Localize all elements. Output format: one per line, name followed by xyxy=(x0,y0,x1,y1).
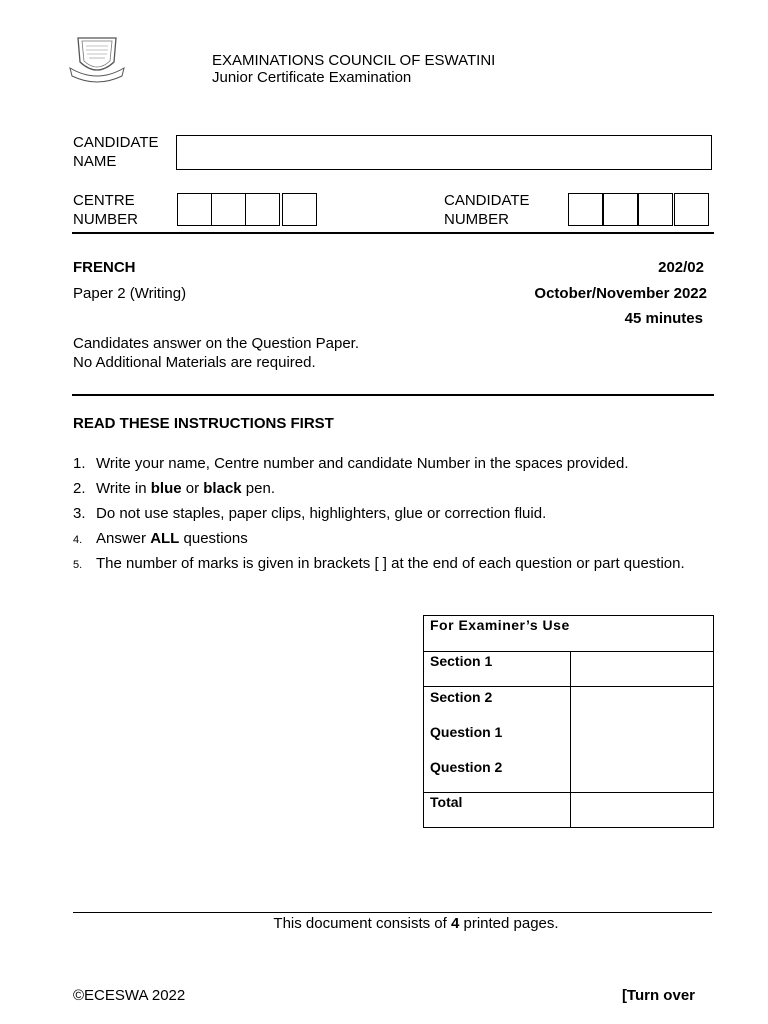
subject: FRENCH xyxy=(73,259,136,276)
paper-name: Paper 2 (Writing) xyxy=(73,285,187,302)
materials-note: No Additional Materials are required. xyxy=(73,354,316,371)
section-2-score[interactable] xyxy=(571,687,714,793)
instructions-list xyxy=(73,454,685,579)
centre-number-label: CENTRE NUMBER xyxy=(73,192,139,228)
examiner-use-title: For Examiner’s Use xyxy=(424,616,714,652)
turn-over: [Turn over xyxy=(621,987,695,1004)
instruction-item: 3. Do not use staples, paper clips, highlighters, glue or correction fluid. xyxy=(73,505,547,522)
centre-number-digit-1[interactable] xyxy=(177,193,212,226)
page-count-note: This document consists of 4 printed pages. xyxy=(273,915,559,932)
candidate-number-label: CANDIDATE NUMBER xyxy=(444,192,530,228)
candidate-number-digit-2[interactable] xyxy=(603,193,638,226)
candidate-name-field[interactable] xyxy=(176,135,712,170)
instructions-heading: READ THESE INSTRUCTIONS FIRST xyxy=(73,415,334,432)
centre-number-digit-3[interactable] xyxy=(245,193,280,226)
examiner-use-table xyxy=(423,615,714,828)
duration: 45 minutes xyxy=(624,310,703,327)
eceswa-logo xyxy=(68,32,126,84)
instruction-item: 4. Answer ALL questions xyxy=(73,530,248,547)
instruction-item: 2. Write in blue or black pen. xyxy=(73,480,275,497)
answer-note: Candidates answer on the Question Paper. xyxy=(73,335,360,352)
candidate-name-label: CANDIDATE NAME xyxy=(73,134,159,170)
divider-middle xyxy=(72,394,714,396)
total-label: Total xyxy=(424,793,571,828)
exam-name: Junior Certificate Examination xyxy=(212,69,412,86)
section-1-label: Section 1 xyxy=(424,652,571,687)
section-2-label: Section 2 Question 1 Question 2 xyxy=(424,687,571,793)
total-score[interactable] xyxy=(571,793,714,828)
centre-number-digit-2[interactable] xyxy=(211,193,246,226)
exam-session: October/November 2022 xyxy=(534,285,707,302)
instruction-item: 5. The number of marks is given in brackets [ ] at the end of each question or part question. xyxy=(73,555,685,572)
council-name: EXAMINATIONS COUNCIL OF ESWATINI xyxy=(212,52,496,69)
divider-top xyxy=(72,232,714,234)
paper-code: 202/02 xyxy=(658,259,704,276)
centre-number-digit-4[interactable] xyxy=(282,193,317,226)
candidate-number-digit-1[interactable] xyxy=(568,193,603,226)
footer-divider xyxy=(73,912,712,913)
instruction-item: 1. Write your name, Centre number and candidate Number in the spaces provided. xyxy=(73,455,629,472)
candidate-number-digit-3[interactable] xyxy=(638,193,673,226)
copyright: ©ECESWA 2022 xyxy=(73,987,186,1004)
candidate-number-digit-4[interactable] xyxy=(674,193,709,226)
section-1-score[interactable] xyxy=(571,652,714,687)
